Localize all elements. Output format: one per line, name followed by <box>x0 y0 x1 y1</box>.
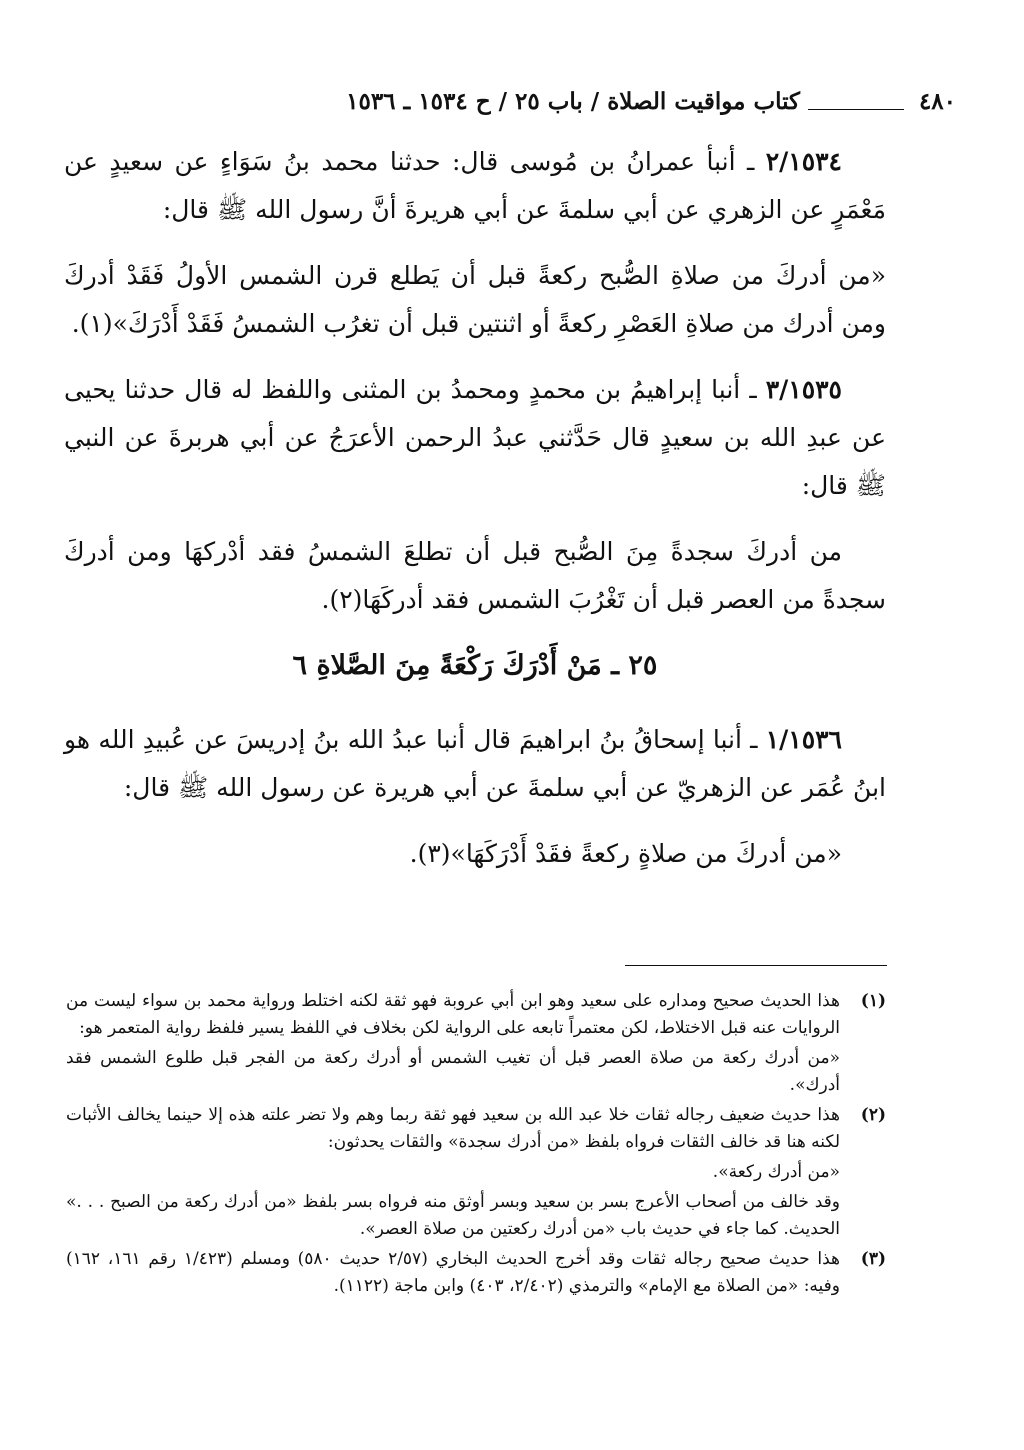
chapter-heading: ٢٥ ـ مَنْ أَدْرَكَ رَكْعَةً مِنَ الصَّلاةِ ٦ <box>292 650 658 681</box>
footnote-number: (١) <box>860 991 886 1011</box>
footnote-separator <box>625 965 887 966</box>
isnad-text: ـ أنبا إبراهيمُ بن محمدٍ ومحمدُ بن المثنى واللفظ له قال حدثنا يحيى عن عبدِ الله بن سعيدٍ قال حَدَّثني عبدُ الرحمن الأعرَجُ عن أبي هربرةَ عن النبي ﷺ قال: <box>64 375 886 500</box>
footnote-text: «من أدرك ركعة من صلاة العصر قبل أن تغيب الشمس أو أدرك ركعة من الفجر قبل طلوع الشمس فقد أدرك». <box>66 1048 840 1095</box>
footnote-text: هذا حديث ضعيف رجاله ثقات خلا عبد الله بن سعيد فهو ثقة ربما وهم ولا تضر علته هذه إلا حينما يخالف الأثبات لكنه هنا قد خالف الثقات فرواه بلفظ «من أدرك سجدة» والثقات يحدثون: <box>66 1105 840 1152</box>
footnote-2 <box>66 1102 886 1243</box>
hadith-1534-isnad <box>64 138 886 234</box>
footnote-text: هذا الحديث صحيح ومداره على سعيد وهو ابن أبي عروبة فهو ثقة لكنه اختلط ورواية محمد بن سواء ليست من الروايات عنه قبل الاختلاط، لكن معتمراً تابعه على الرواية لكن بخلاف في اللفظ يسير فلفظ رواية المتعمر هو: <box>66 991 840 1038</box>
footnote-number: (٢) <box>860 1105 886 1125</box>
header-rule <box>808 109 904 110</box>
footnote-text: «من أدرك ركعة». <box>712 1162 840 1182</box>
running-title: كتاب مواقيت الصلاة / باب ٢٥ / ح ١٥٣٤ ـ ١٥٣٦ <box>346 88 800 115</box>
main-text <box>64 138 886 896</box>
footnote-text: وقد خالف من أصحاب الأعرج بسر بن سعيد وبسر أوثق منه فرواه بسر بلفظ «من أدرك ركعة من الصبح . . .» الحديث. كما جاء في حديث باب «من أدرك ركعتين من صلاة العصر». <box>66 1192 840 1239</box>
isnad-text: ـ أنبا إسحاقُ بنُ ابراهيمَ قال أنبا عبدُ الله بنُ إدريسَ عن عُبيدِ الله هو ابنُ عُمَر عن الزهريّ عن أبي سلمةَ عن أبي هريرة عن رسول الله ﷺ قال: <box>64 725 886 802</box>
hadith-number: ٢/١٥٣٤ <box>765 147 842 176</box>
footnote-text: هذا حديث صحيح رجاله ثقات وقد أخرج الحديث البخاري (٢/٥٧ حديث ٥٨٠) ومسلم (١/٤٢٣ رقم ١٦١، ١٦٢) وفيه: «من الصلاة مع الإمام» والترمذي (٢/٤٠٢، ٤٠٣) وابن ماجة (١١٢٢). <box>66 1249 840 1296</box>
hadith-1535-isnad <box>64 366 886 510</box>
hadith-1535-matn: من أدركَ سجدةً مِنَ الصُّبح قبل أن تطلعَ الشمسُ فقد أدْركهَا ومن أدركَ سجدةً من العصر قبل أن تَغْرُبَ الشمس فقد أدركَهَا(٢). <box>64 537 886 614</box>
hadith-1536-isnad <box>64 716 886 812</box>
page-number: ٤٨٠ <box>918 88 956 115</box>
footnote-number: (٣) <box>860 1249 886 1269</box>
isnad-text: ـ أنبأ عمرانُ بن مُوسى قال: حدثنا محمد بنُ سَوَاءٍ عن سعيدٍ عن مَعْمَرٍ عن الزهري عن أبي سلمةَ عن أبي هريرةَ أنَّ رسول الله ﷺ قال: <box>64 147 886 224</box>
footnote-1 <box>66 988 886 1099</box>
hadith-1534-matn: «من أدركَ من صلاةِ الصُّبح ركعةً قبل أن يَطلع قرن الشمس الأولُ فَقَدْ أدركَ ومن أدرك من صلاةِ العَصْرِ ركعةً أو اثنتين قبل أن تغرُب الشمسُ فَقَدْ أَدْرَكَ»(١). <box>64 261 886 338</box>
running-header <box>64 88 960 122</box>
footnotes <box>66 988 886 1303</box>
hadith-1536-matn: «من أدركَ من صلاةٍ ركعةً فقَدْ أَدْرَكَهَا»(٣). <box>409 839 842 868</box>
hadith-number: ١/١٥٣٦ <box>765 725 842 754</box>
footnote-3 <box>66 1246 886 1300</box>
hadith-number: ٣/١٥٣٥ <box>765 375 842 404</box>
